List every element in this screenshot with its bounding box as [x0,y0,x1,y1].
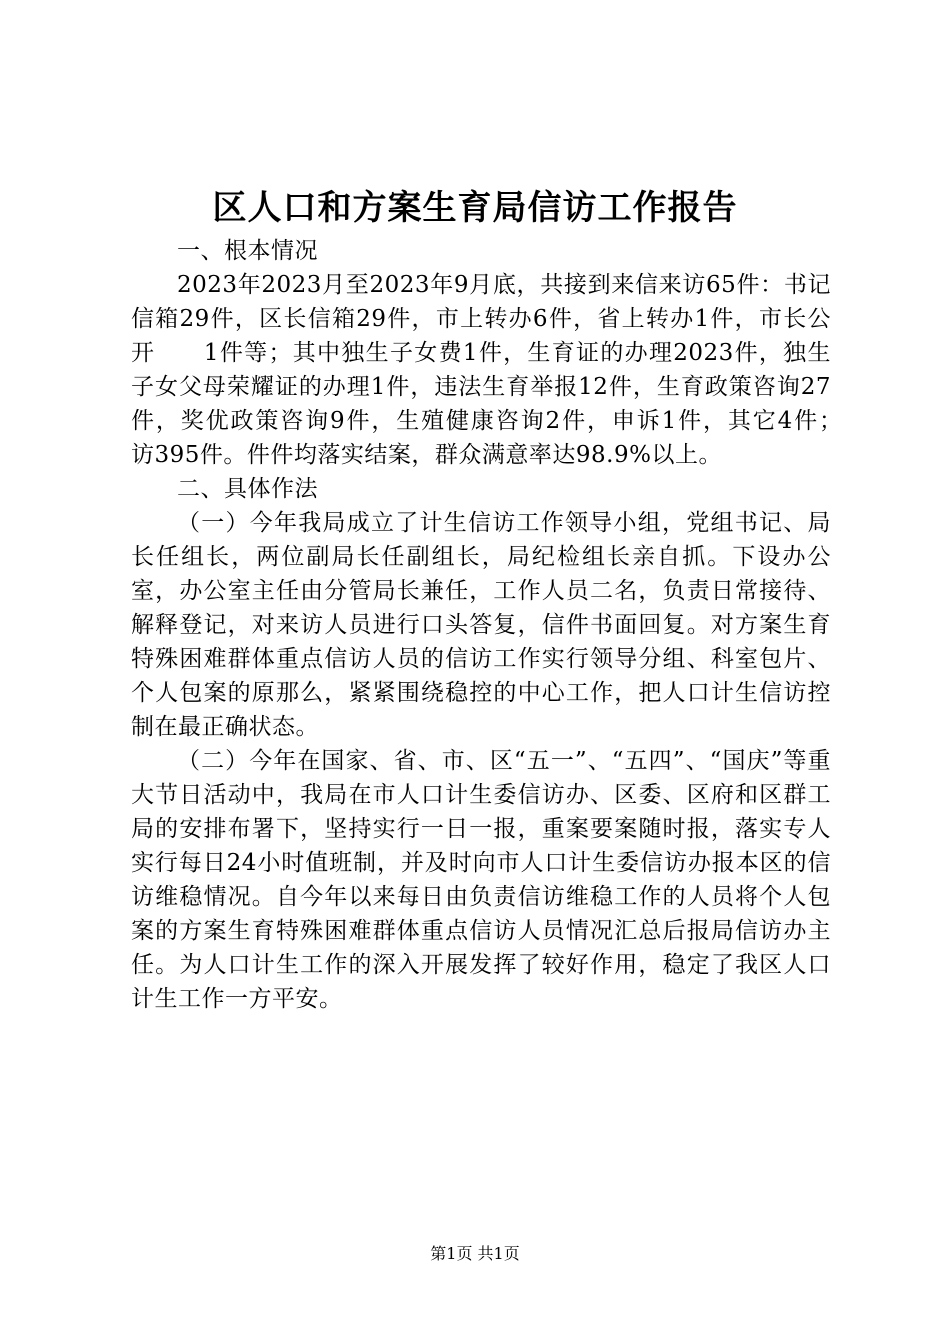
page-footer: 第1页 共1页 [430,1244,520,1263]
document-body [131,234,878,1016]
section-heading-basic-situation: 一、根本情况 [177,238,318,264]
paragraph-practice-one: （一）今年我局成立了计生信访工作领导小组，党组书记、局长任组长，两位副局长任副组长，局纪检组长亲自抓。下设办公室，办公室主任由分管局长兼任，工作人员二名，负责日常接待、解释登记，对来访人员进行口头答复，信件书面回复。对方案生育特殊困难群体重点信访人员的信访工作实行领导分组、科室包片、个人包案的原那么，紧紧围绕稳控的中心工作，把人口计生信访控制在最正确状态。 [131,510,831,740]
paragraph-statistics: 2023年2023月至2023年9月底，共接到来信来访65件：书记信箱29件，区长信箱29件，市上转办6件，省上转办1件，市长公开 1件等；其中独生子女费1件，生育证的办理2023件，独生子女父母荣耀证的办理1件，违法生育举报12件，生育政策咨询27件，奖优政策咨询9件，生殖健康咨询2件，申诉1件，其它4件； 访395件。件件均落实结案，群众满意率达98.9%以上。 [131,272,878,468]
paragraph-practice-two: （二）今年在国家、省、市、区“五一”、“五四”、“国庆”等重大节日活动中，我局在市人口计生委信访办、区委、区府和区群工局的安排布署下，坚持实行一日一报，重案要案随时报，落实专人实行每日24小时值班制，并及时向市人口计生委信访办报本区的信访维稳情况。自今年以来每日由负责信访维稳工作的人员将个人包案的方案生育特殊困难群体重点信访人员情况汇总后报局信访办主任。为人口计生工作的深入开展发挥了较好作用，稳定了我区人口计生工作一方平安。 [131,748,831,1012]
document-title: 区人口和方案生育局信访工作报告 [212,188,738,228]
section-heading-specific-practices: 二、具体作法 [177,476,318,502]
